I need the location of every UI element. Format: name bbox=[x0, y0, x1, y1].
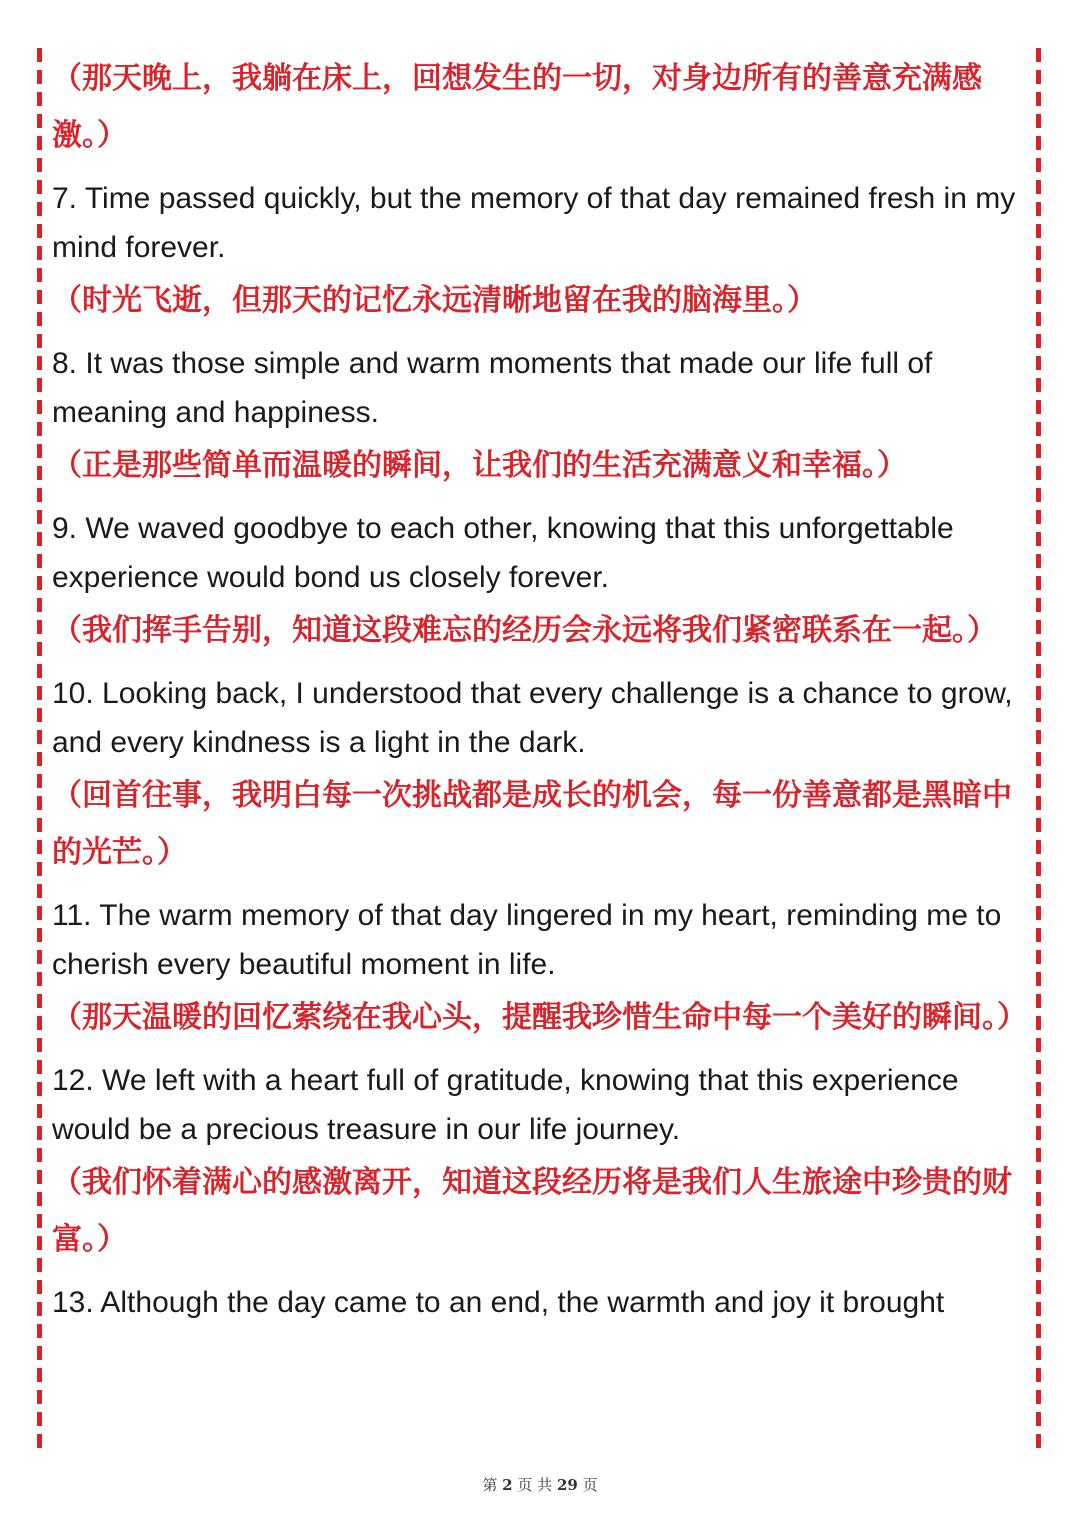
dashed-border-right bbox=[1036, 48, 1041, 1448]
english-sentence: 12. We left with a heart full of gratitude, knowing that this experience would be a precious treasure in our life journey. bbox=[52, 1064, 959, 1146]
sentence-entry bbox=[52, 504, 1030, 659]
sentence-entry bbox=[52, 1056, 1030, 1268]
translation-text: （那天温暖的回忆萦绕在我心头，提醒我珍惜生命中每一个美好的瞬间。） bbox=[52, 1000, 1027, 1035]
dashed-border-left bbox=[37, 48, 42, 1448]
translation-text: （回首往事，我明白每一次挑战都是成长的机会，每一份善意都是黑暗中的光芒。） bbox=[52, 778, 1012, 870]
footer-middle: 页 共 bbox=[517, 1476, 553, 1494]
footer-prefix: 第 bbox=[482, 1476, 498, 1494]
sentence-entry bbox=[52, 891, 1030, 1046]
sentence-entry bbox=[52, 339, 1030, 494]
translation-text: （我们挥手告别，知道这段难忘的经历会永远将我们紧密联系在一起。） bbox=[52, 613, 997, 648]
page-number-footer bbox=[0, 1474, 1080, 1495]
translation-text: （我们怀着满心的感激离开，知道这段经历将是我们人生旅途中珍贵的财富。） bbox=[52, 1165, 1012, 1257]
english-sentence: 11. The warm memory of that day lingered in my heart, reminding me to cherish every beautiful moment in life. bbox=[52, 899, 1002, 981]
english-sentence: 9. We waved goodbye to each other, knowing that this unforgettable experience would bond us closely forever. bbox=[52, 512, 954, 594]
sentence-entry bbox=[52, 174, 1030, 329]
translation-text: （时光飞逝，但那天的记忆永远清晰地留在我的脑海里。） bbox=[52, 283, 817, 318]
translation-text: （那天晚上，我躺在床上，回想发生的一切，对身边所有的善意充满感激。） bbox=[52, 61, 982, 153]
footer-suffix: 页 bbox=[582, 1476, 598, 1494]
sentence-entry bbox=[52, 669, 1030, 881]
current-page-number: 2 bbox=[502, 1476, 513, 1494]
english-sentence: 10. Looking back, I understood that every challenge is a chance to grow, and every kindness is a light in the dark. bbox=[52, 677, 1013, 759]
total-pages-number: 29 bbox=[556, 1476, 578, 1494]
document-body bbox=[52, 50, 1030, 1327]
english-sentence: 7. Time passed quickly, but the memory of that day remained fresh in my mind forever. bbox=[52, 182, 1016, 264]
translation-text: （正是那些简单而温暖的瞬间，让我们的生活充满意义和幸福。） bbox=[52, 448, 907, 483]
english-sentence-partial: 13. Although the day came to an end, the warmth and joy it brought bbox=[52, 1286, 945, 1319]
english-sentence: 8. It was those simple and warm moments that made our life full of meaning and happiness. bbox=[52, 347, 933, 429]
